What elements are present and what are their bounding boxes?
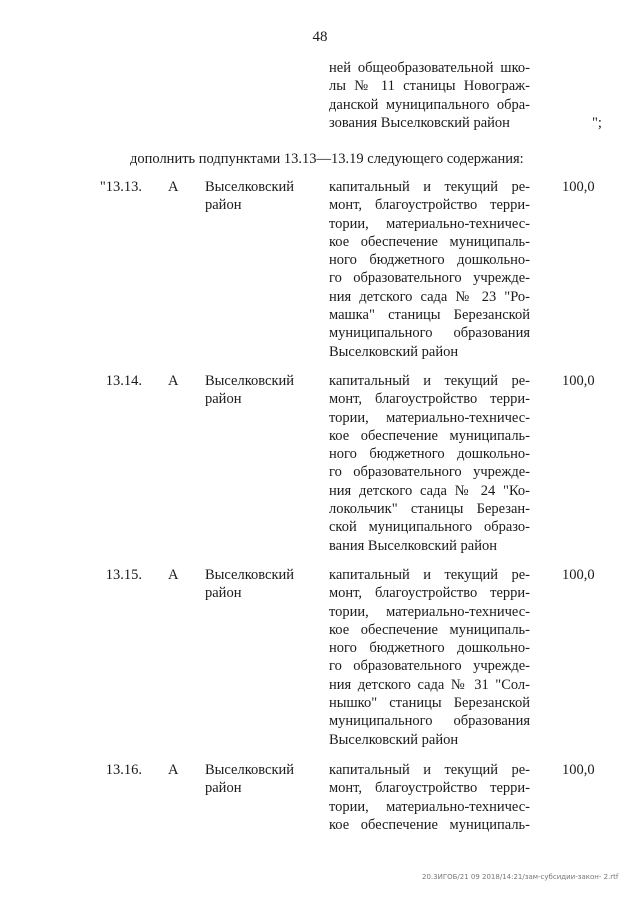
description-line: капитальный и текущий ре- [329,762,530,778]
description-line: ния детского сада № 24 "Ко- [329,482,530,499]
description-line: кое обеспечение муниципаль- [329,427,530,444]
description-line: Выселковский район [329,343,459,360]
description-line: капитальный и текущий ре- [329,179,530,195]
continuation-line: ней общеобразовательной шко- [329,60,530,76]
description-line: го образовательного учрежде- [329,464,530,481]
description-line: кое обеспечение муниципаль- [329,233,530,250]
description-line: кое обеспечение муниципаль- [329,816,530,833]
description-line: монт, благоустройство терри- [329,780,530,797]
continuation-text [329,59,530,132]
row-description [329,372,530,555]
row-category: А [168,762,179,778]
footer-file-path: 20.3ИГОБ/21 09 2018/14:21/зам-субсидии-закон- 2.rtf [422,873,619,881]
description-line: го образовательного учрежде- [329,270,530,287]
description-line: муниципального образования [329,325,530,342]
page-number: 48 [312,29,328,45]
row-district [205,761,294,798]
row-amount: 100,0 [562,179,595,195]
row-category: А [168,567,179,583]
description-line: вания Выселковский район [329,537,498,554]
row-district [205,178,294,215]
description-line: ного бюджетного дошкольно- [329,640,530,657]
district-line: район [205,197,242,214]
row-number: "13.13. [99,179,142,195]
description-line: муниципального образования [329,713,530,730]
description-line: монт, благоустройство терри- [329,197,530,214]
row-amount: 100,0 [562,567,595,583]
row-description [329,178,530,361]
description-line: машка" станицы Березанской [329,307,530,324]
district-line: Выселковский [205,179,295,195]
description-line: локольчик" станицы Березан- [329,501,530,518]
row-amount: 100,0 [562,762,595,778]
description-line: монт, благоустройство терри- [329,585,530,602]
district-line: Выселковский [205,373,295,389]
description-line: тории, материально-техничес- [329,409,530,426]
row-number: 13.14. [105,373,142,389]
district-line: район [205,780,242,797]
row-category: А [168,179,179,195]
row-district [205,372,294,409]
description-line: тории, материально-техничес- [329,215,530,232]
description-line: монт, благоустройство терри- [329,391,530,408]
description-line: капитальный и текущий ре- [329,373,530,389]
description-line: нышко" станицы Березанской [329,695,530,712]
description-line: Выселковский район [329,731,459,748]
description-line: кое обеспечение муниципаль- [329,621,530,638]
district-line: район [205,585,242,602]
description-line: го образовательного учрежде- [329,658,530,675]
description-line: ного бюджетного дошкольно- [329,446,530,463]
continuation-line: зования Выселковский район [329,114,510,131]
description-line: тории, материально-техничес- [329,798,530,815]
instruction-text: дополнить подпунктами 13.13—13.19 следующего содержания: [130,151,524,167]
closing-quote-mark: "; [592,115,602,131]
description-line: ния детского сада № 31 "Сол- [329,676,530,693]
row-description [329,566,530,749]
description-line: ного бюджетного дошкольно- [329,252,530,269]
row-number: 13.15. [105,567,142,583]
district-line: Выселковский [205,567,295,583]
continuation-line: данской муниципального обра- [329,96,530,113]
description-line: капитальный и текущий ре- [329,567,530,583]
district-line: район [205,391,242,408]
row-description [329,761,530,834]
description-line: ской муниципального образо- [329,519,530,536]
continuation-line: лы № 11 станицы Новограж- [329,78,530,95]
description-line: тории, материально-техничес- [329,603,530,620]
row-category: А [168,373,179,389]
row-number: 13.16. [105,762,142,778]
row-district [205,566,294,603]
row-amount: 100,0 [562,373,595,389]
description-line: ния детского сада № 23 "Ро- [329,288,530,305]
district-line: Выселковский [205,762,295,778]
